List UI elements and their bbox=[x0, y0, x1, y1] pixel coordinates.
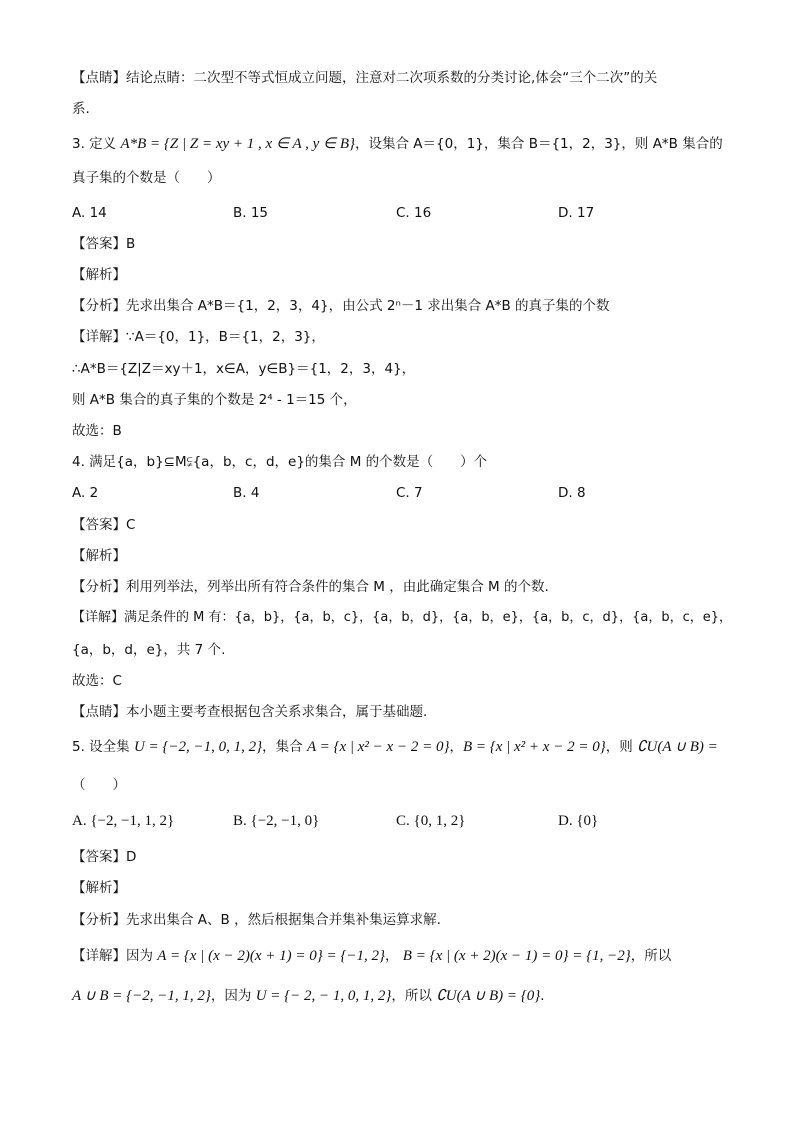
q5-xiangjie-prefix: 【详解】因为 bbox=[72, 948, 158, 964]
q3-option-d: D. 17 bbox=[558, 205, 595, 221]
q3-stem-suffix: ，设集合 A＝{0，1}，集合 B＝{1，2，3}，则 A*B 集合的 bbox=[355, 136, 723, 152]
q5-complement-formula: ∁U(A ∪ B) = bbox=[637, 739, 718, 755]
q5-xiangjie2-sep1: ，因为 bbox=[210, 988, 256, 1004]
q4-stem: 4. 满足{a，b}⊆M⫋{a，b，c，d，e}的集合 M 的个数是（ ）个 bbox=[72, 454, 488, 470]
q3-choose: 故选：B bbox=[72, 423, 122, 439]
q3-fenxi: 【分析】先求出集合 A*B＝{1，2，3，4}，由公式 2ⁿ－1 求出集合 A*B 的真子集的个数 bbox=[72, 298, 610, 314]
q4-xiangjie-line1: 【详解】满足条件的 M 有：{a，b}，{a，b，c}，{a，b，d}，{a，b，e}，{a，b，c，d}，{a，b，c，e}， bbox=[72, 610, 732, 625]
q3-stem-line1 bbox=[72, 134, 723, 154]
q5-set-a-formula: A = {x | x² − x − 2 = 0} bbox=[306, 739, 450, 755]
q3-xiangjie-line3: 则 A*B 集合的真子集的个数是 2⁴ - 1＝15 个， bbox=[72, 392, 357, 408]
q3-option-c: C. 16 bbox=[396, 205, 432, 221]
q5-stem-sep2: ， bbox=[449, 739, 463, 755]
q5-xiangjie-line2 bbox=[72, 986, 545, 1006]
q4-answer: 【答案】C bbox=[72, 517, 136, 533]
q5-solve-b-formula: B = {x | (x + 2)(x − 1) = 0} = {1, −2} bbox=[402, 948, 631, 964]
q3-stem-line2: 真子集的个数是（ ） bbox=[72, 170, 221, 186]
q3-answer: 【答案】B bbox=[72, 236, 136, 252]
q5-stem-line1 bbox=[72, 737, 718, 757]
q5-xiangjie2-end: . bbox=[540, 988, 545, 1004]
q4-option-c: C. 7 bbox=[396, 485, 423, 501]
q4-analysis-label: 【解析】 bbox=[72, 548, 126, 564]
q5-xiangjie-line1 bbox=[72, 946, 671, 966]
q5-option-a: A. {−2, −1, 1, 2} bbox=[72, 813, 175, 829]
q5-option-b: B. {−2, −1, 0} bbox=[233, 813, 320, 829]
q3-option-a: A. 14 bbox=[72, 205, 107, 221]
q5-universal-set-formula: U = {−2, −1, 0, 1, 2} bbox=[133, 739, 263, 755]
q4-xiangjie-line2: {a，b，d，e}，共 7 个. bbox=[72, 642, 226, 658]
q5-xiangjie2-sep2: ，所以 bbox=[391, 988, 437, 1004]
q5-fenxi: 【分析】先求出集合 A、B ，然后根据集合并集补集运算求解. bbox=[72, 912, 441, 928]
q4-dianjing: 【点睛】本小题主要考查根据包含关系求集合，属于基础题. bbox=[72, 704, 428, 720]
q5-stem-prefix: 5. 设全集 bbox=[72, 739, 134, 755]
q4-option-b: B. 4 bbox=[233, 485, 260, 501]
q3-analysis-label: 【解析】 bbox=[72, 267, 126, 283]
q2-dianjing-line1: 【点睛】结论点睛：二次型不等式恒成立问题，注意对二次项系数的分类讨论,体会“三个二次”的关 bbox=[72, 70, 658, 86]
q5-result-formula: ∁U(A ∪ B) = {0} bbox=[436, 988, 541, 1004]
q5-xiangjie-sep2: ，所以 bbox=[630, 948, 672, 964]
q5-answer: 【答案】D bbox=[72, 849, 137, 865]
q5-set-b-formula: B = {x | x² + x − 2 = 0} bbox=[462, 739, 606, 755]
q5-xiangjie-sep1: ， bbox=[385, 948, 403, 964]
q3-option-b: B. 15 bbox=[233, 205, 269, 221]
q4-option-d: D. 8 bbox=[558, 485, 586, 501]
q5-stem-line2: （ ） bbox=[72, 777, 126, 793]
q5-option-c: C. {0, 1, 2} bbox=[396, 813, 466, 829]
q3-definition-formula: A*B = {Z | Z = xy + 1 , x ∈ A , y ∈ B} bbox=[120, 136, 356, 152]
q4-option-a: A. 2 bbox=[72, 485, 99, 501]
q5-option-d: D. {0} bbox=[558, 813, 599, 829]
q5-solve-a-formula: A = {x | (x − 2)(x + 1) = 0} = {−1, 2} bbox=[157, 948, 385, 964]
q5-stem-sep3: ，则 bbox=[605, 739, 637, 755]
q3-xiangjie-line1: 【详解】∵A＝{0，1}，B＝{1，2，3}， bbox=[72, 329, 325, 345]
q5-stem-sep1: ，集合 bbox=[262, 739, 307, 755]
q3-xiangjie-line2: ∴A*B＝{Z|Z＝xy＋1，x∈A，y∈B}＝{1，2，3，4}， bbox=[72, 361, 416, 377]
q3-stem-prefix: 3. 定义 bbox=[72, 136, 121, 152]
q5-universal-formula-repeat: U = {− 2, − 1, 0, 1, 2} bbox=[255, 988, 392, 1004]
q4-fenxi: 【分析】利用列举法，列举出所有符合条件的集合 M ，由此确定集合 M 的个数. bbox=[72, 579, 549, 595]
q4-choose: 故选：C bbox=[72, 673, 122, 689]
q5-analysis-label: 【解析】 bbox=[72, 880, 126, 896]
q5-union-formula: A ∪ B = {−2, −1, 1, 2} bbox=[72, 988, 211, 1004]
q2-dianjing-line2: 系. bbox=[72, 101, 90, 117]
